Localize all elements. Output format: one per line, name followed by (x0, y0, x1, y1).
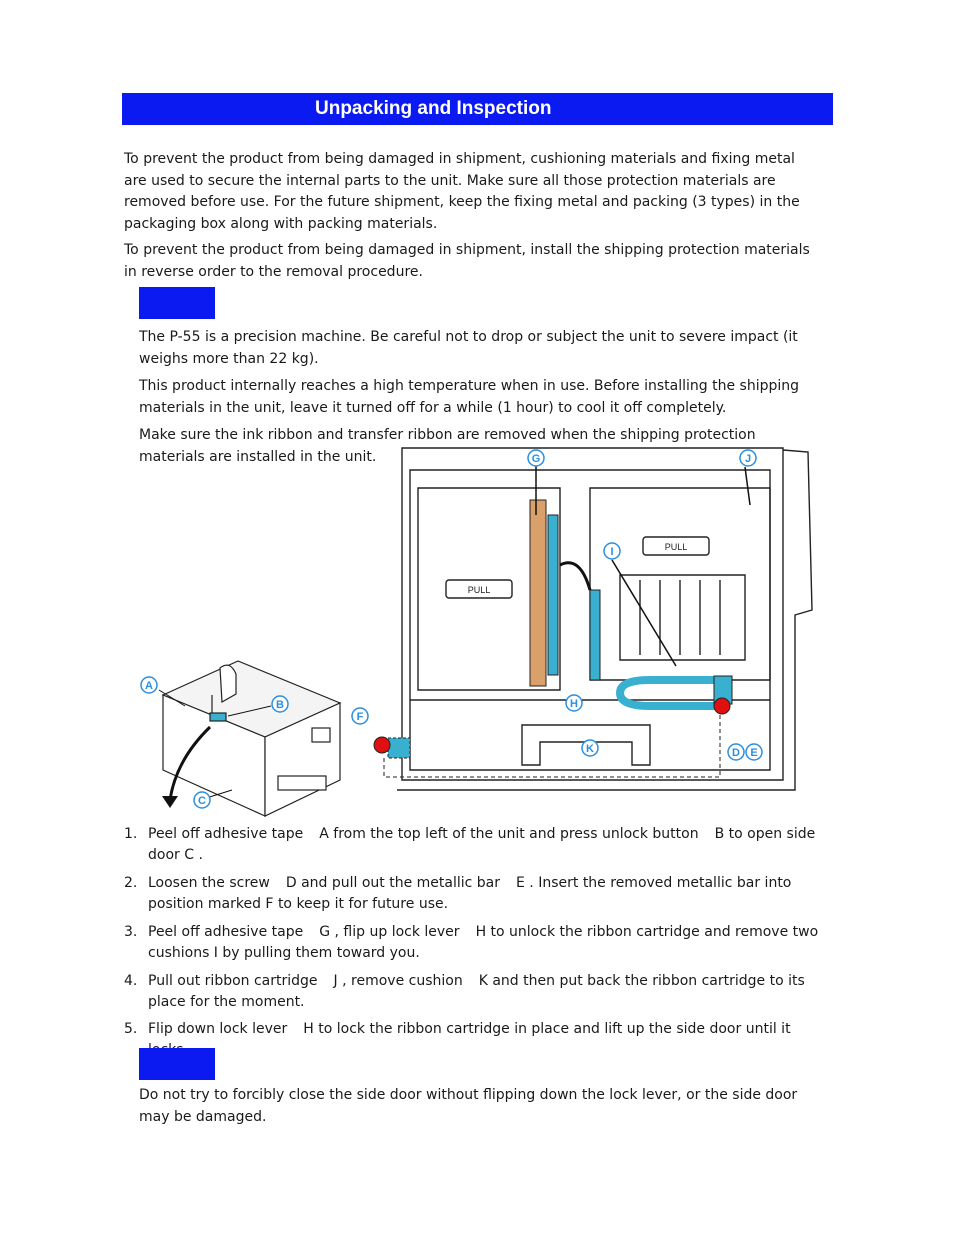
caution-note-1: The P-55 is a precision machine. Be careful not to drop or subject the unit to severe impact (it weighs more than 22 kg). (139, 329, 798, 367)
callout-h: H (570, 698, 578, 710)
step-2: 2. Loosen the screw D and pull out the metallic bar E . Insert the removed metallic bar into position marked F to keep it for future use. (124, 875, 792, 912)
caution-note-2: This product internally reaches a high temperature when in use. Before installing the shipping materials in the unit, leave it turned off for a while (1 hour) to cool it off completely. (139, 378, 800, 416)
pull-label-left: PULL (467, 585, 491, 595)
step-3: 3. Peel off adhesive tape G , flip up lock lever H to unlock the ribbon cartridge and remove two cushions I by pulling them toward you. (124, 924, 819, 961)
printer-sketch (163, 661, 340, 816)
callout-d: D (732, 747, 740, 759)
intro-paragraph-2: To prevent the product from being damaged in shipment, install the shipping protection materials in reverse order to the removal procedure. (124, 242, 810, 280)
screw-f (374, 737, 390, 753)
callout-k: K (586, 743, 594, 755)
callout-f: F (356, 711, 364, 723)
callout-e: E (750, 747, 758, 759)
final-note: Do not try to forcibly close the side door without flipping down the lock lever, or the side door may be damaged. (139, 1087, 798, 1125)
pull-label-right: PULL (664, 542, 688, 552)
section-title: Unpacking and Inspection (315, 98, 552, 119)
step-5: 5. Flip down lock lever H to lock the ribbon cartridge in place and lift up the side door until it (124, 1021, 791, 1037)
callout-a: A (145, 680, 153, 692)
lever-h (590, 590, 600, 680)
callout-b: B (276, 699, 284, 711)
tape-g (530, 500, 546, 686)
callout-i: I (610, 546, 614, 558)
callout-g: G (531, 453, 541, 465)
note-label-box (139, 1048, 215, 1080)
caution-note-3: Make sure the ink ribbon and transfer ribbon are removed when the shipping protection materials are installed in the unit. (139, 427, 756, 465)
callout-j: J (744, 453, 752, 465)
screw-d (714, 698, 730, 714)
intro-paragraph-1: To prevent the product from being damaged in shipment, cushioning materials and fixing metal are used to secure the internal parts to the unit. Make sure all those protection materials are removed before use. For the future shipment, keep the fixing metal and packing (3 types) in the packaging box along with packing materials. (124, 151, 800, 232)
flip-arrow (560, 563, 590, 590)
step-4: 4. Pull out ribbon cartridge J , remove cushion K and then put back the ribbon cartridge to its place for the moment. (124, 973, 805, 1010)
cushion-i (548, 515, 558, 675)
metal-bar-e (620, 680, 720, 706)
callout-c: C (198, 795, 206, 807)
step-1: 1. Peel off adhesive tape A from the top left of the unit and press unlock button B to open side door C . (124, 826, 816, 863)
bar-position-f (388, 738, 410, 758)
